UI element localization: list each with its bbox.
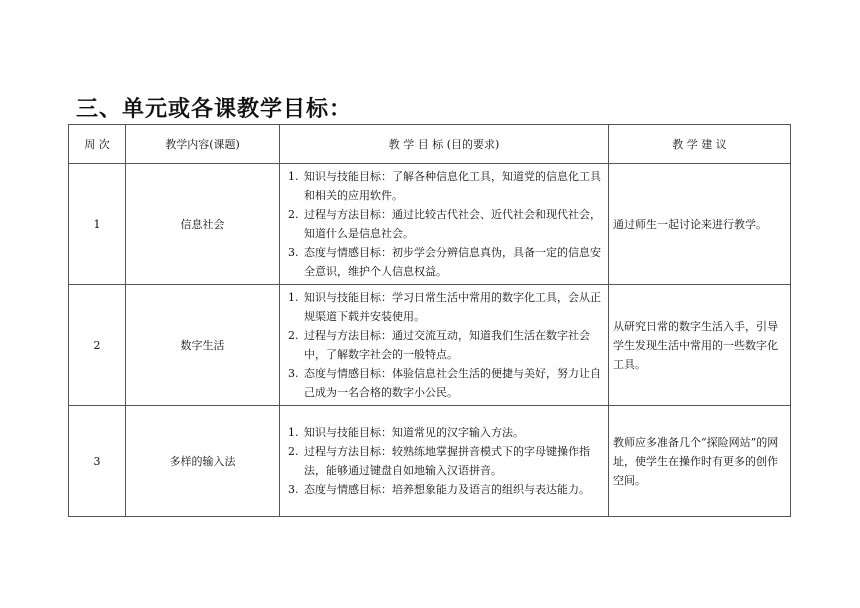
goals-list <box>280 167 608 281</box>
advice-text: 通过师生一起讨论来进行教学。 <box>613 217 767 231</box>
advice-text: 从研究日常的数字生活入手，引导学生发现生活中常用的一些数字化工具。 <box>613 319 778 371</box>
goal-item: 1. 知识与技能目标：了解各种信息化工具，知道党的信息化工具和相关的应用软件。 <box>302 167 602 205</box>
goal-item: 2. 过程与方法目标：通过比较古代社会、近代社会和现代社会，知道什么是信息社会。 <box>302 205 602 243</box>
advice-text: 教师应多准备几个“探险网站”的网址，使学生在操作时有更多的创作空间。 <box>613 435 779 487</box>
goal-item: 2. 过程与方法目标：较熟练地掌握拼音模式下的字母键操作指法，能够通过键盘自如地输入汉语拼音。 <box>302 442 602 480</box>
content-cell: 多样的输入法 <box>126 406 280 517</box>
goals-cell <box>280 406 609 517</box>
goal-item: 1. 知识与技能目标：学习日常生活中常用的数字化工具，会从正规渠道下载并安装使用。 <box>302 288 602 326</box>
teaching-goals-table <box>68 124 791 517</box>
advice-cell <box>609 164 791 285</box>
goals-cell <box>280 164 609 285</box>
content-cell: 信息社会 <box>126 164 280 285</box>
table-row <box>69 285 791 406</box>
advice-cell <box>609 285 791 406</box>
advice-cell <box>609 406 791 517</box>
goal-item: 3. 态度与情感目标：培养想象能力及语言的组织与表达能力。 <box>302 480 602 499</box>
week-cell: 1 <box>69 164 126 285</box>
content-cell: 数字生活 <box>126 285 280 406</box>
week-cell: 3 <box>69 406 126 517</box>
goal-item: 3. 态度与情感目标：初步学会分辨信息真伪，具备一定的信息安全意识，维护个人信息权益。 <box>302 243 602 281</box>
header-goals: 教 学 目 标 (目的要求) <box>280 125 609 164</box>
goal-item: 2. 过程与方法目标：通过交流互动，知道我们生活在数字社会中，了解数字社会的一般特点。 <box>302 326 602 364</box>
goal-item: 3. 态度与情感目标：体验信息社会生活的便捷与美好，努力让自己成为一名合格的数字小公民。 <box>302 364 602 402</box>
table-header-row <box>69 125 791 164</box>
goals-list <box>280 288 608 402</box>
header-week: 周 次 <box>69 125 126 164</box>
table-row <box>69 406 791 517</box>
goal-item: 1. 知识与技能目标：知道常见的汉字输入方法。 <box>302 423 602 442</box>
section-heading: 三、单元或各课教学目标： <box>76 97 353 122</box>
table-row <box>69 164 791 285</box>
week-cell: 2 <box>69 285 126 406</box>
header-advice: 教 学 建 议 <box>609 125 791 164</box>
header-content: 教学内容(课题) <box>126 125 280 164</box>
goals-cell <box>280 285 609 406</box>
goals-list <box>280 423 608 499</box>
